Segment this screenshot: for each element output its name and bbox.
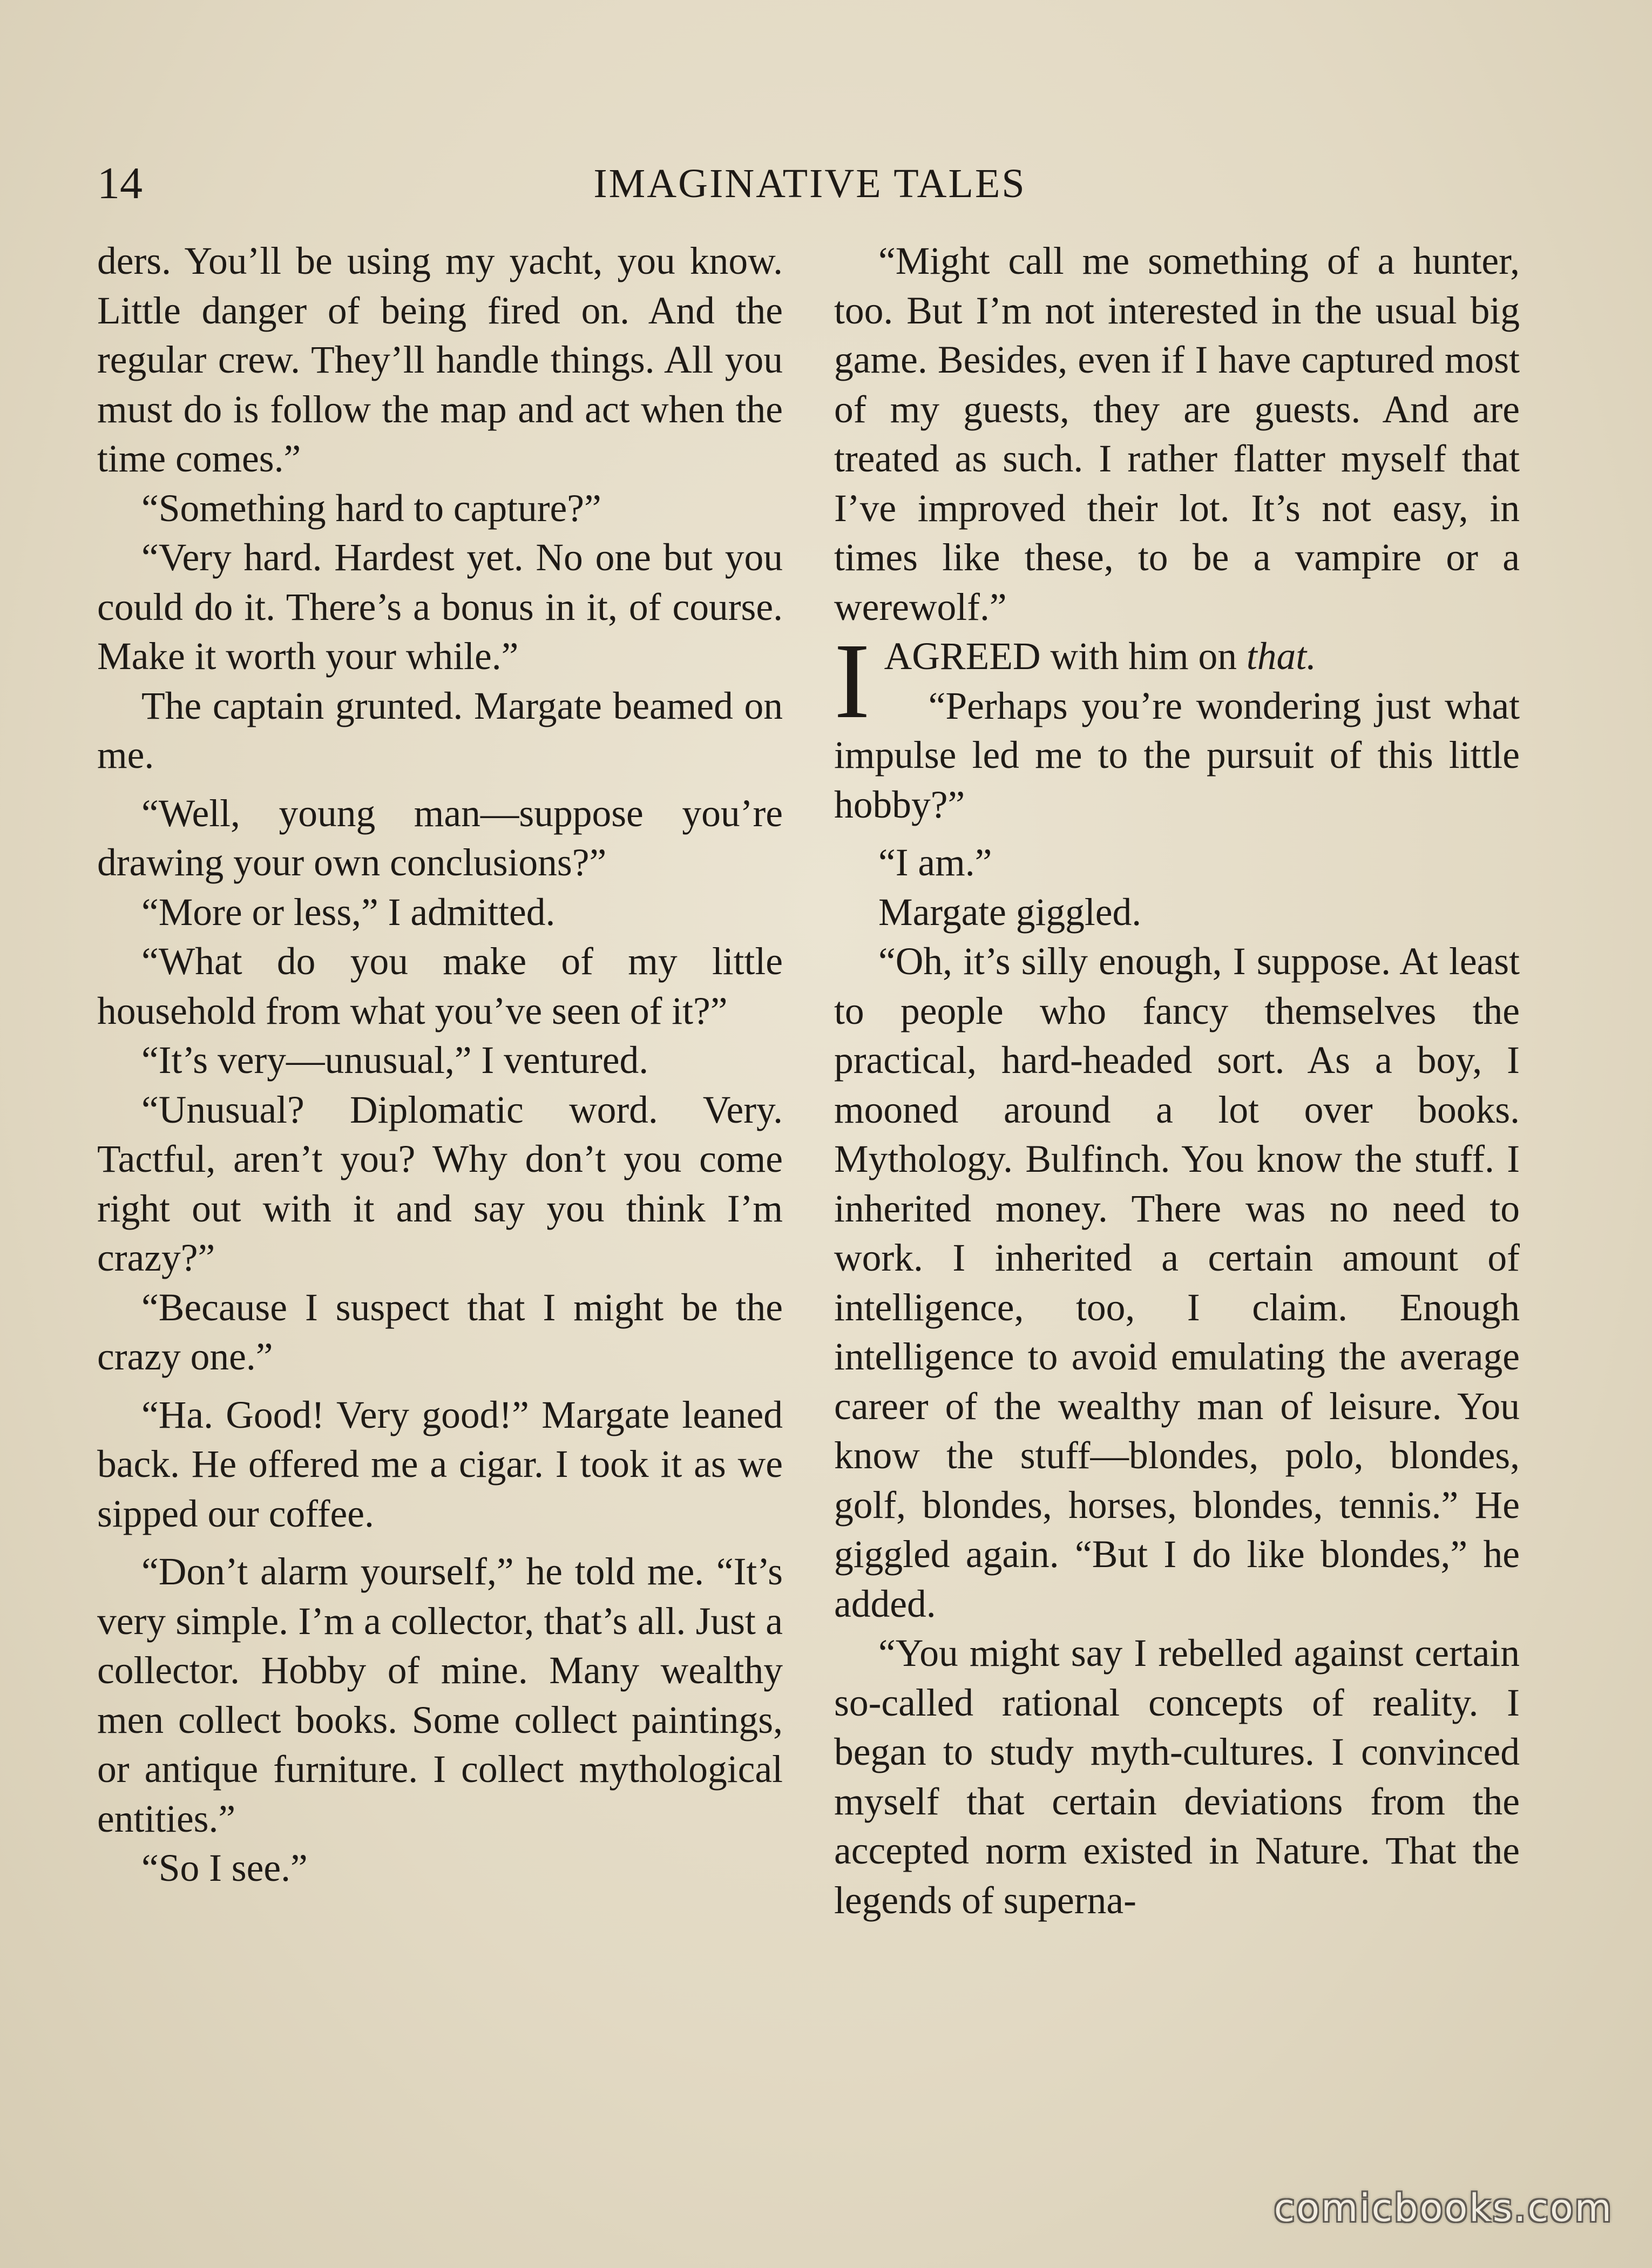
paragraph: “Oh, it’s silly enough, I suppose. At least to people who fancy themselves the practical, hard-headed sort. As a boy, I mooned around a lot over books. Mythology. Bulfinch. You know the stuff. I inherited money. There was no need to work. I inherited a certain amount of intelligence, too, I claim. Enough intelligence to avoid emulating the average career of the wealthy man of leisure. You know the stuff—blondes, polo, blondes, golf, blondes, horses, blondes, tennis.” He giggled again. “But I do like blondes,” he added. [834, 940, 1520, 1625]
paragraph: “So I see.” [141, 1847, 308, 1889]
paragraph: ders. You’ll be using my yacht, you know. Little danger of being fired on. And the regular crew. They’ll handle things. All you must do is follow the map and act when the time comes.” [97, 240, 783, 480]
right-column [834, 237, 1520, 1925]
page-number: 14 [97, 158, 143, 208]
paragraph: “More or less,” I admitted. [141, 890, 556, 934]
page-header [97, 154, 1522, 213]
paragraph: The captain grunted. Margate beamed on me. [97, 684, 783, 777]
paragraph: “Something hard to capture?” [141, 487, 601, 530]
paragraph: “Unusual? Diplomatic word. Very. Tactful, aren’t you? Why don’t you come right out with it and say you think I’m crazy?” [97, 1088, 783, 1279]
paragraph: “Because I suspect that I might be the crazy one.” [97, 1286, 783, 1378]
drop-cap: I [834, 622, 870, 741]
paragraph: “Very hard. Hardest yet. No one but you could do it. There’s a bonus in it, of course. Make it worth your while.” [97, 536, 783, 678]
paragraph: “What do you make of my little household from what you’ve seen of it?” [97, 940, 783, 1032]
paragraph: “I am.” [878, 841, 992, 884]
dropcap-paragraph [834, 622, 1520, 829]
paragraph: “You might say I rebelled against certain so-called rational concepts of reality. I began to study myth-cultures. I convinced myself that certain deviations from the accepted norm existed in Nature. That the legends of superna- [834, 1632, 1520, 1922]
dropcap-lead-text: AGREED with him on [884, 635, 1247, 678]
paragraph: “It’s very—unusual,” I ventured. [141, 1039, 649, 1082]
emphasis-text: that. [1246, 635, 1317, 678]
paragraph-continuation: “Perhaps you’re wondering just what impulse led me to the pursuit of this little hobby?” [834, 684, 1520, 826]
paragraph: “Don’t alarm yourself,” he told me. “It’s very simple. I’m a collector, that’s all. Just a collector. Hobby of mine. Many wealthy men collect books. Some collect paintings, or antique furniture. I collect mythological entities.” [97, 1550, 783, 1840]
running-title: IMAGINATIVE TALES [593, 161, 1026, 206]
paragraph: “Well, young man—suppose you’re drawing your own conclusions?” [97, 792, 783, 884]
watermark: comicbooks.com [1274, 2186, 1613, 2230]
paragraph: Margate giggled. [878, 890, 1142, 934]
paragraph: “Might call me something of a hunter, too. But I’m not interested in the usual big game. Besides, even if I have captured most of my guests, they are guests. And are treated as such. I rather flatter myself that I’ve improved their lot. It’s not easy, in times like these, to be a vampire or a werewolf.” [834, 240, 1520, 629]
paragraph: “Ha. Good! Very good!” Margate leaned back. He offered me a cigar. I took it as we sipped our coffee. [97, 1393, 783, 1535]
left-column [97, 237, 783, 1893]
